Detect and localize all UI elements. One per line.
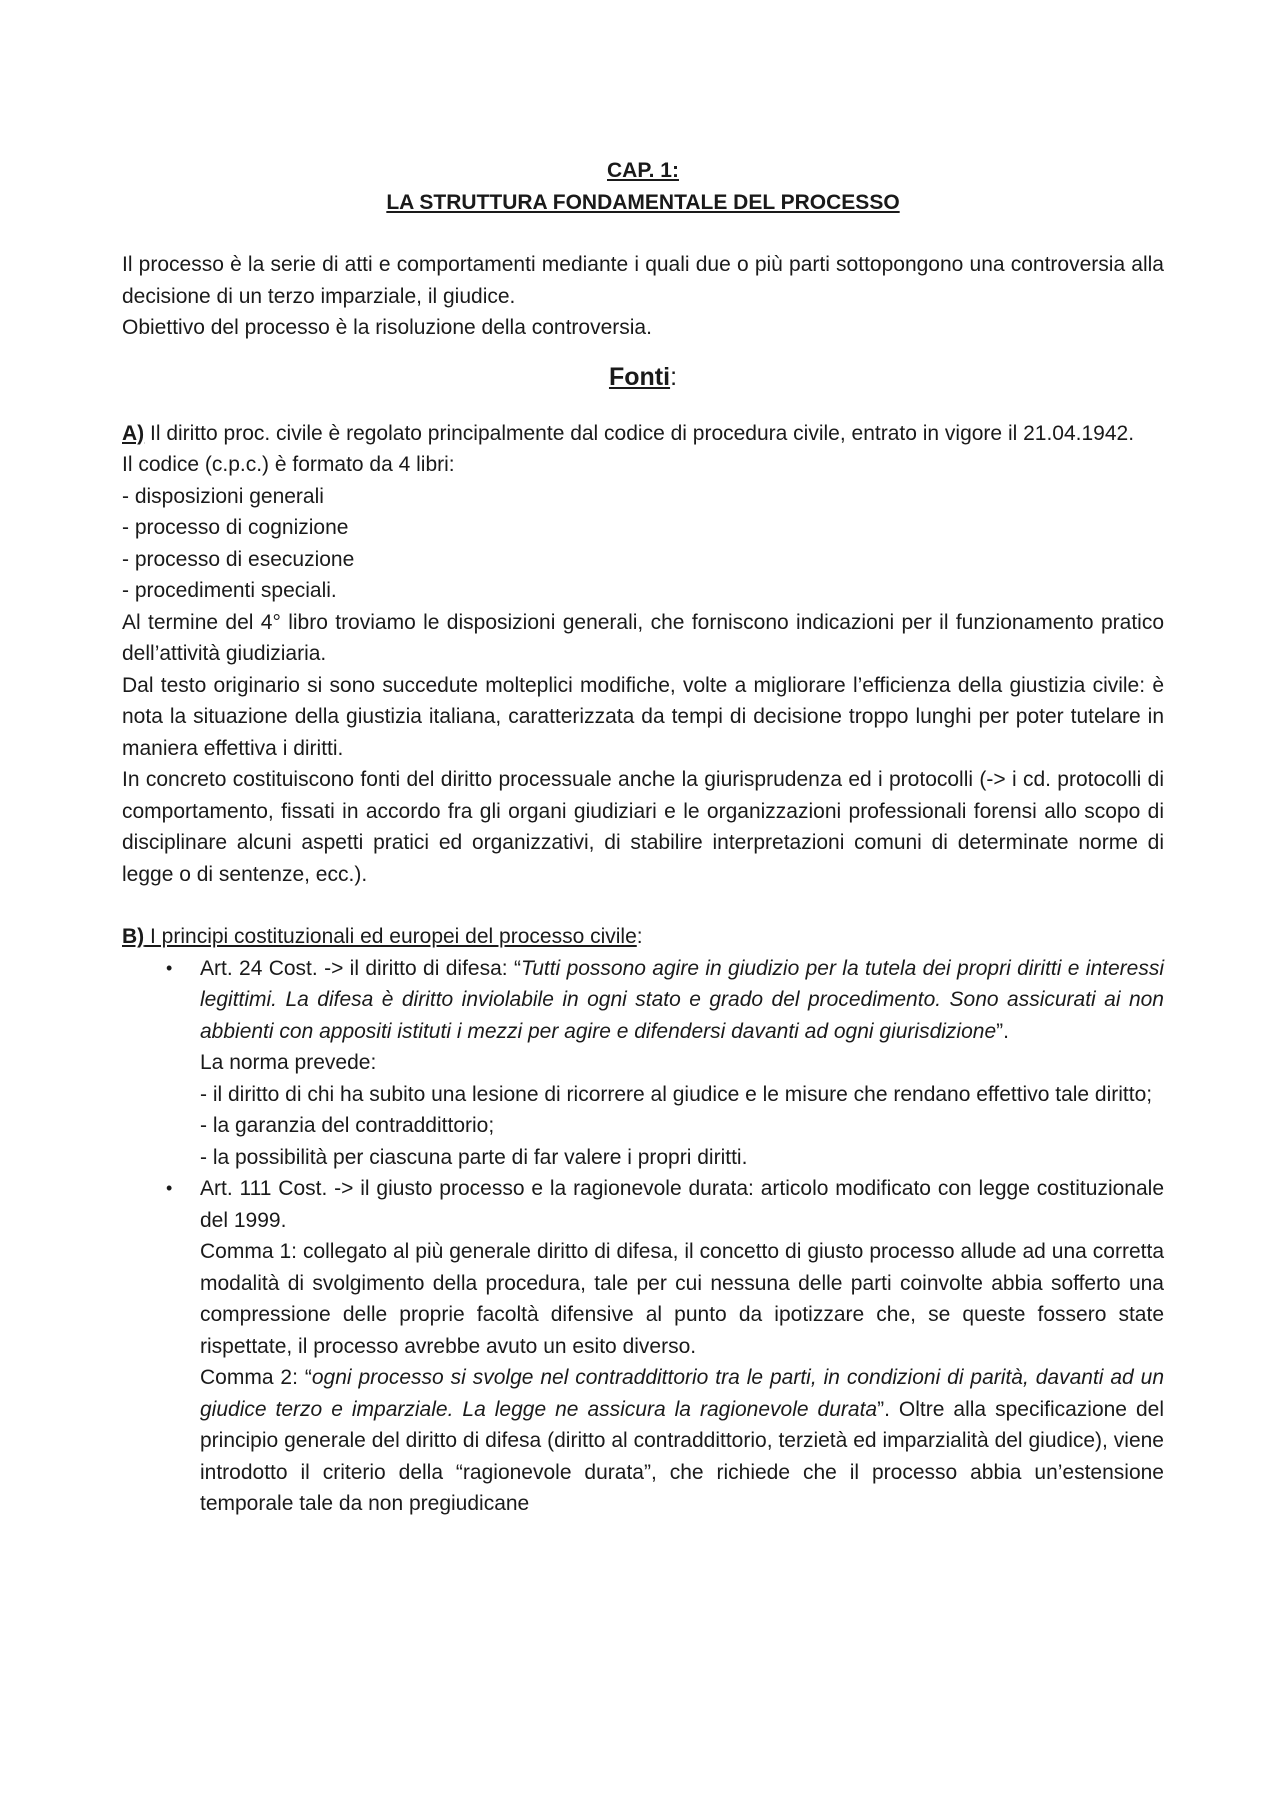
section-a-text: Il diritto proc. civile è regolato principalmente dal codice di procedura civile, entrato in vigore il 21.04.1942. — [144, 421, 1135, 445]
fonti-colon: : — [670, 362, 678, 391]
art-111-lead: Art. 111 Cost. -> il giusto processo e la ragionevole durata: articolo modificato con legge costituzionale del 1999. — [200, 1177, 1164, 1232]
comma-2-quote: ogni processo si svolge nel contraddittorio tra le parti, in condizioni di parità, davanti ad un giudice terzo e imparziale. La legge ne assicura la ragionevole durata — [200, 1366, 1165, 1421]
fonti-heading — [122, 360, 1164, 394]
bullet-icon: • — [166, 957, 173, 978]
intro-paragraph: Il processo è la serie di atti e comportamenti mediante i quali due o più parti sottopongono una controversia alla decisione di un terzo imparziale, il giudice. — [122, 253, 1164, 308]
norma-intro: La norma prevede: — [200, 1051, 377, 1074]
section-b-marker: B) — [122, 925, 145, 948]
book-item: - procedimenti speciali. — [122, 579, 337, 602]
intro-objective: Obiettivo del processo è la risoluzione della controversia. — [122, 316, 652, 339]
chapter-title: LA STRUTTURA FONDAMENTALE DEL PROCESSO — [386, 190, 900, 214]
comma-2 — [200, 1362, 1164, 1520]
list-item — [122, 1173, 1164, 1520]
section-a-paragraph: In concreto costituiscono fonti del diritto processuale anche la giurisprudenza ed i protocolli (-> i cd. protocolli di comportamento, fissati in accordo fra gli organi giudiziari e le organizzazioni professionali forensi allo scopo di disciplinare alcuni aspetti pratici ed organizzativi, di stabilire interpretazioni comuni di determinate norme di legge o di sentenze, ecc.). — [122, 768, 1164, 886]
book-item: - processo di cognizione — [122, 516, 349, 539]
art-24-lead: Art. 24 Cost. -> il diritto di difesa: “ — [200, 956, 521, 980]
section-b-heading — [122, 921, 1164, 953]
list-item — [122, 953, 1164, 1174]
book-item: - disposizioni generali — [122, 484, 324, 508]
book-item: - processo di esecuzione — [122, 547, 355, 571]
norma-line: - il diritto di chi ha subito una lesione di ricorrere al giudice e le misure che rendano effettivo tale diritto; — [200, 1082, 1153, 1106]
fonti-label: Fonti — [608, 362, 671, 391]
codice-intro: Il codice (c.p.c.) è formato da 4 libri: — [122, 453, 455, 476]
section-a-paragraph: Al termine del 4° libro troviamo le disposizioni generali, che forniscono indicazioni per il funzionamento pratico dell’attività giudiziaria. — [122, 610, 1164, 665]
chapter-label: CAP. 1: — [607, 159, 679, 182]
section-a-paragraph: Dal testo originario si sono succedute molteplici modifiche, volte a migliorare l’efficienza della giustizia civile: è nota la situazione della giustizia italiana, caratterizzata da tempi di decisione troppo lunghi per poter tutelare in maniera effettiva i diritti. — [122, 673, 1164, 760]
comma-2-lead: Comma 2: “ — [200, 1366, 312, 1389]
norma-line: - la possibilità per ciascuna parte di far valere i propri diritti. — [200, 1145, 748, 1169]
section-b-title: I principi costituzionali ed europei del processo civile — [144, 925, 637, 948]
comma-1: Comma 1: collegato al più generale diritto di difesa, il concetto di giusto processo allude ad una corretta modalità di svolgimento della procedura, tale per cui nessuna delle parti coinvolte abbia sofferto una compressione delle proprie facoltà difensive al punto da ipotizzare che, se queste fossero state rispettate, il processo avrebbe avuto un esito diverso. — [200, 1240, 1164, 1358]
art-24-text — [200, 953, 1164, 1048]
art-24-tail: ”. — [996, 1019, 1009, 1043]
norma-line: - la garanzia del contraddittorio; — [200, 1114, 495, 1137]
section-a-marker: A) — [122, 421, 145, 445]
comma-2-tail: ”. Oltre alla specificazione del principio generale del diritto di difesa (diritto al contraddittorio, terzietà ed imparzialità del giudice), viene introdotto il criterio della “ragionevole durata”, che richiede che il processo abbia un’estensione temporale tale da non pregiudicane — [200, 1397, 1164, 1515]
principles-list — [122, 953, 1164, 1520]
section-a-intro — [122, 418, 1164, 450]
section-b-colon: : — [636, 925, 643, 948]
art-24-quote: Tutti possono agire in giudizio per la tutela dei propri diritti e interessi legittimi. La difesa è diritto inviolabile in ogni stato e grado del procedimento. Sono assicurati ai non abbienti con appositi istituti i mezzi per agire e difendersi davanti ad ogni giurisdizione — [200, 956, 1164, 1043]
bullet-icon: • — [166, 1178, 173, 1198]
